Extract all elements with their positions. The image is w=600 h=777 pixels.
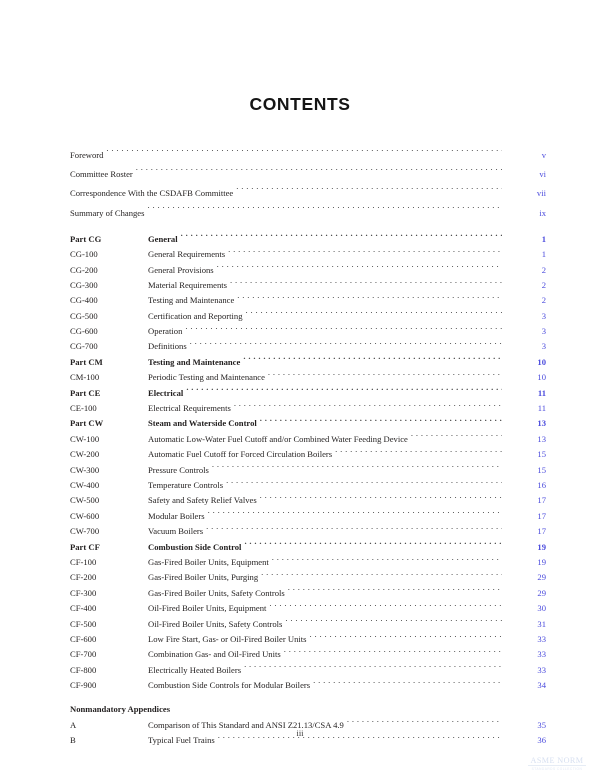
dot-leader <box>244 540 502 550</box>
toc-row-title: Combustion Side Controls for Modular Boilers <box>148 680 311 691</box>
toc-row-label: CW-700 <box>70 526 100 537</box>
toc-section-row[interactable] <box>70 324 546 339</box>
toc-row-title: Operation <box>148 326 183 337</box>
dot-leader <box>234 401 502 411</box>
dot-leader <box>310 632 503 642</box>
toc-row-title: Typical Fuel Trains <box>148 735 215 746</box>
toc-row-title: Definitions <box>148 341 187 352</box>
asme-norm-watermark <box>522 756 592 772</box>
page-title: CONTENTS <box>249 94 351 114</box>
toc-row-title: Committee Roster <box>70 169 133 180</box>
toc-row-title: Comparison of This Standard and ANSI Z21.13/CSA 4.9 <box>148 719 344 730</box>
front-matter-row[interactable] <box>70 165 546 184</box>
toc-row-label: CF-900 <box>70 680 97 691</box>
toc-row-page-number: 29 <box>537 572 546 583</box>
toc-row-label: CE-100 <box>70 403 97 414</box>
toc-row-label: CF-100 <box>70 556 97 567</box>
toc-row-title: Steam and Waterside Control <box>148 418 257 429</box>
toc-row-label: A <box>70 719 77 730</box>
toc-row-label: CF-300 <box>70 587 97 598</box>
toc-row-title: Automatic Low-Water Fuel Cutoff and/or Combined Water Feeding Device <box>148 433 408 444</box>
dot-leader <box>272 555 502 565</box>
toc-row-title: Modular Boilers <box>148 510 205 521</box>
toc-row-page-number: 2 <box>541 264 546 275</box>
dot-leader <box>260 493 502 503</box>
dot-leader <box>181 232 502 242</box>
toc-part-row[interactable] <box>70 386 546 401</box>
toc-section-row[interactable] <box>70 293 546 308</box>
toc-row-title: Certification and Reporting <box>148 310 243 321</box>
toc-section-row[interactable] <box>70 309 546 324</box>
toc-row-page-number: 35 <box>537 719 546 730</box>
toc-row-title: Combination Gas- and Oil-Fired Units <box>148 649 281 660</box>
toc-row-page-number: 3 <box>541 341 546 352</box>
toc-row-page-number: 30 <box>537 603 546 614</box>
toc-row-label: CM-100 <box>70 372 100 383</box>
toc-row-label: CW-600 <box>70 510 100 521</box>
toc-row-page-number: 19 <box>537 541 546 552</box>
toc-row-page-number: 2 <box>541 295 546 306</box>
toc-row-title: Testing and Maintenance <box>148 356 241 367</box>
toc-row-label: CG-500 <box>70 310 98 321</box>
toc-section-row[interactable] <box>70 555 546 570</box>
toc-row-title: Periodic Testing and Maintenance <box>148 372 265 383</box>
toc-row-label: Part CW <box>70 418 104 429</box>
toc-part-row[interactable] <box>70 232 546 247</box>
toc-row-label: CW-300 <box>70 464 100 475</box>
dot-leader <box>246 309 502 319</box>
dot-leader <box>347 718 502 728</box>
toc-row-title: Material Requirements <box>148 279 227 290</box>
toc-section-row[interactable] <box>70 678 546 693</box>
dot-leader <box>136 167 502 177</box>
toc-row-title: Gas-Fired Boiler Units, Purging <box>148 572 259 583</box>
dot-leader <box>243 355 502 365</box>
toc-row-page-number: 33 <box>537 664 546 675</box>
dot-leader <box>190 339 502 349</box>
dot-leader <box>284 647 502 657</box>
table-of-contents <box>70 146 546 749</box>
toc-row-label: CF-200 <box>70 572 97 583</box>
watermark-main-text: ASME NORM <box>530 755 584 765</box>
toc-section-row[interactable] <box>70 647 546 662</box>
dot-leader <box>260 416 502 426</box>
toc-row-page-number: 13 <box>537 418 546 429</box>
dot-leader <box>208 509 502 519</box>
toc-row-page-number: 10 <box>537 372 546 383</box>
toc-row-page-number: 3 <box>541 326 546 337</box>
dot-leader <box>313 678 502 688</box>
toc-part-row[interactable] <box>70 540 546 555</box>
toc-row-page-number: 17 <box>537 510 546 521</box>
toc-row-page-number: 29 <box>537 587 546 598</box>
toc-row-page-number: 17 <box>537 526 546 537</box>
dot-leader <box>106 148 502 158</box>
toc-row-title: General Provisions <box>148 264 214 275</box>
front-matter-list <box>70 146 546 223</box>
toc-row-label: Part CG <box>70 233 102 244</box>
toc-row-title: Gas-Fired Boiler Units, Equipment <box>148 556 269 567</box>
toc-row-page-number: 34 <box>537 680 546 691</box>
toc-part-row[interactable] <box>70 416 546 431</box>
toc-row-page-number: 13 <box>537 433 546 444</box>
dot-leader <box>226 478 502 488</box>
toc-row-label: CG-100 <box>70 249 98 260</box>
toc-row-page-number: 11 <box>537 403 546 414</box>
toc-row-title: General Requirements <box>148 249 226 260</box>
toc-row-title: Safety and Safety Relief Valves <box>148 495 257 506</box>
toc-row-label: CF-700 <box>70 649 97 660</box>
toc-section-row[interactable] <box>70 586 546 601</box>
toc-row-title: Pressure Controls <box>148 464 209 475</box>
toc-section-row[interactable] <box>70 401 546 416</box>
front-matter-row[interactable] <box>70 184 546 203</box>
toc-row-page-number: vi <box>539 169 546 180</box>
toc-section-row[interactable] <box>70 278 546 293</box>
dot-leader <box>147 206 502 216</box>
toc-row-page-number: ix <box>539 207 546 218</box>
dot-leader <box>217 263 502 273</box>
dot-leader <box>285 617 502 627</box>
toc-section-row[interactable] <box>70 478 546 493</box>
toc-section-row[interactable] <box>70 463 546 478</box>
toc-row-label: CG-700 <box>70 341 98 352</box>
toc-row-title: Correspondence With the CSDAFB Committee <box>70 188 234 199</box>
front-matter-row[interactable] <box>70 146 546 165</box>
toc-section-row[interactable] <box>70 601 546 616</box>
toc-section-row[interactable] <box>70 493 546 508</box>
toc-row-label: CW-400 <box>70 480 100 490</box>
toc-row-page-number: 31 <box>537 618 546 629</box>
toc-row-title: Oil-Fired Boiler Units, Equipment <box>148 603 267 614</box>
toc-row-page-number: 19 <box>537 556 546 567</box>
toc-section-row[interactable] <box>70 370 546 385</box>
dot-leader <box>236 186 502 196</box>
toc-row-page-number: 17 <box>537 495 546 506</box>
toc-row-label: CW-200 <box>70 449 100 460</box>
toc-row-page-number: 1 <box>541 249 546 260</box>
toc-section-row[interactable] <box>70 447 546 462</box>
toc-row-label: CF-400 <box>70 603 97 614</box>
toc-row-label: CF-500 <box>70 618 97 629</box>
toc-row-label: CF-800 <box>70 664 97 675</box>
toc-row-title: Temperature Controls <box>148 480 224 490</box>
toc-row-label: CG-600 <box>70 326 98 337</box>
appendices-heading: Nonmandatory Appendices <box>70 704 171 715</box>
toc-row-title: Electrical Requirements <box>148 403 231 414</box>
dot-leader <box>411 432 502 442</box>
toc-row-title: Automatic Fuel Cutoff for Forced Circulation Boilers <box>148 449 333 460</box>
toc-row-page-number: vii <box>536 188 546 199</box>
dot-leader <box>212 463 502 473</box>
front-matter-row[interactable] <box>70 204 546 223</box>
toc-row-label: Part CF <box>70 541 100 552</box>
toc-row-page-number: 36 <box>537 735 546 746</box>
toc-row-page-number: v <box>541 150 546 160</box>
toc-part-row[interactable] <box>70 355 546 370</box>
toc-section-row[interactable] <box>70 247 546 262</box>
toc-row-title: General <box>148 233 178 244</box>
toc-row-title: Testing and Maintenance <box>148 295 235 306</box>
dot-leader <box>206 524 502 534</box>
toc-row-title: Combustion Side Control <box>148 541 242 552</box>
dot-leader <box>230 278 502 288</box>
toc-row-title: Vacuum Boilers <box>148 526 204 537</box>
toc-row-label: CW-100 <box>70 433 100 444</box>
dot-leader <box>269 601 502 611</box>
toc-section-row[interactable] <box>70 632 546 647</box>
watermark-sub-text: STANDARDS COLLECTION <box>531 767 583 771</box>
dot-leader <box>185 324 502 334</box>
toc-row-page-number: 15 <box>537 449 546 460</box>
toc-row-title: Oil-Fired Boiler Units, Safety Controls <box>148 618 283 629</box>
toc-row-label: CG-300 <box>70 279 98 290</box>
toc-row-label: CG-200 <box>70 264 98 275</box>
toc-section-row[interactable] <box>70 617 546 632</box>
toc-row-page-number: 15 <box>537 464 546 475</box>
dot-leader <box>228 247 502 257</box>
toc-section-row[interactable] <box>70 524 546 539</box>
toc-section-row[interactable] <box>70 509 546 524</box>
toc-row-page-number: 33 <box>537 649 546 660</box>
toc-row-page-number: 33 <box>537 633 546 644</box>
page-folio: iii <box>296 729 304 738</box>
dot-leader <box>261 570 502 580</box>
toc-row-label: Part CM <box>70 356 103 367</box>
toc-row-page-number: 10 <box>537 356 546 367</box>
toc-section-row[interactable] <box>70 263 546 278</box>
toc-row-label: CG-400 <box>70 295 98 306</box>
watermark-rule <box>528 765 586 766</box>
toc-row-title: Electrically Heated Boilers <box>148 664 242 675</box>
toc-row-label: CF-600 <box>70 633 97 644</box>
dot-leader <box>244 663 502 673</box>
toc-section-row[interactable] <box>70 570 546 585</box>
toc-row-title: Electrical <box>148 387 184 398</box>
dot-leader <box>237 293 502 303</box>
toc-row-title: Low Fire Start, Gas- or Oil-Fired Boiler Units <box>148 633 307 644</box>
appendices-spacer <box>70 693 546 702</box>
dot-leader <box>335 447 502 457</box>
toc-row-label: CW-500 <box>70 495 100 506</box>
toc-row-title: Gas-Fired Boiler Units, Safety Controls <box>148 587 285 598</box>
toc-row-page-number: 16 <box>537 480 546 490</box>
toc-row-label: B <box>70 735 76 746</box>
toc-section-row[interactable] <box>70 432 546 447</box>
toc-row-title: Foreword <box>70 150 104 160</box>
toc-section-row[interactable] <box>70 663 546 678</box>
toc-row-page-number: 1 <box>541 233 546 244</box>
parts-list <box>70 232 546 694</box>
section-spacer <box>70 223 546 232</box>
toc-row-page-number: 3 <box>541 310 546 321</box>
dot-leader <box>268 370 502 380</box>
toc-row-page-number: 2 <box>541 279 546 290</box>
dot-leader <box>186 386 502 396</box>
toc-row-label: Part CE <box>70 387 101 398</box>
toc-row-title: Summary of Changes <box>70 207 145 218</box>
toc-section-row[interactable] <box>70 339 546 354</box>
toc-row-page-number: 11 <box>537 387 546 398</box>
dot-leader <box>288 586 502 596</box>
